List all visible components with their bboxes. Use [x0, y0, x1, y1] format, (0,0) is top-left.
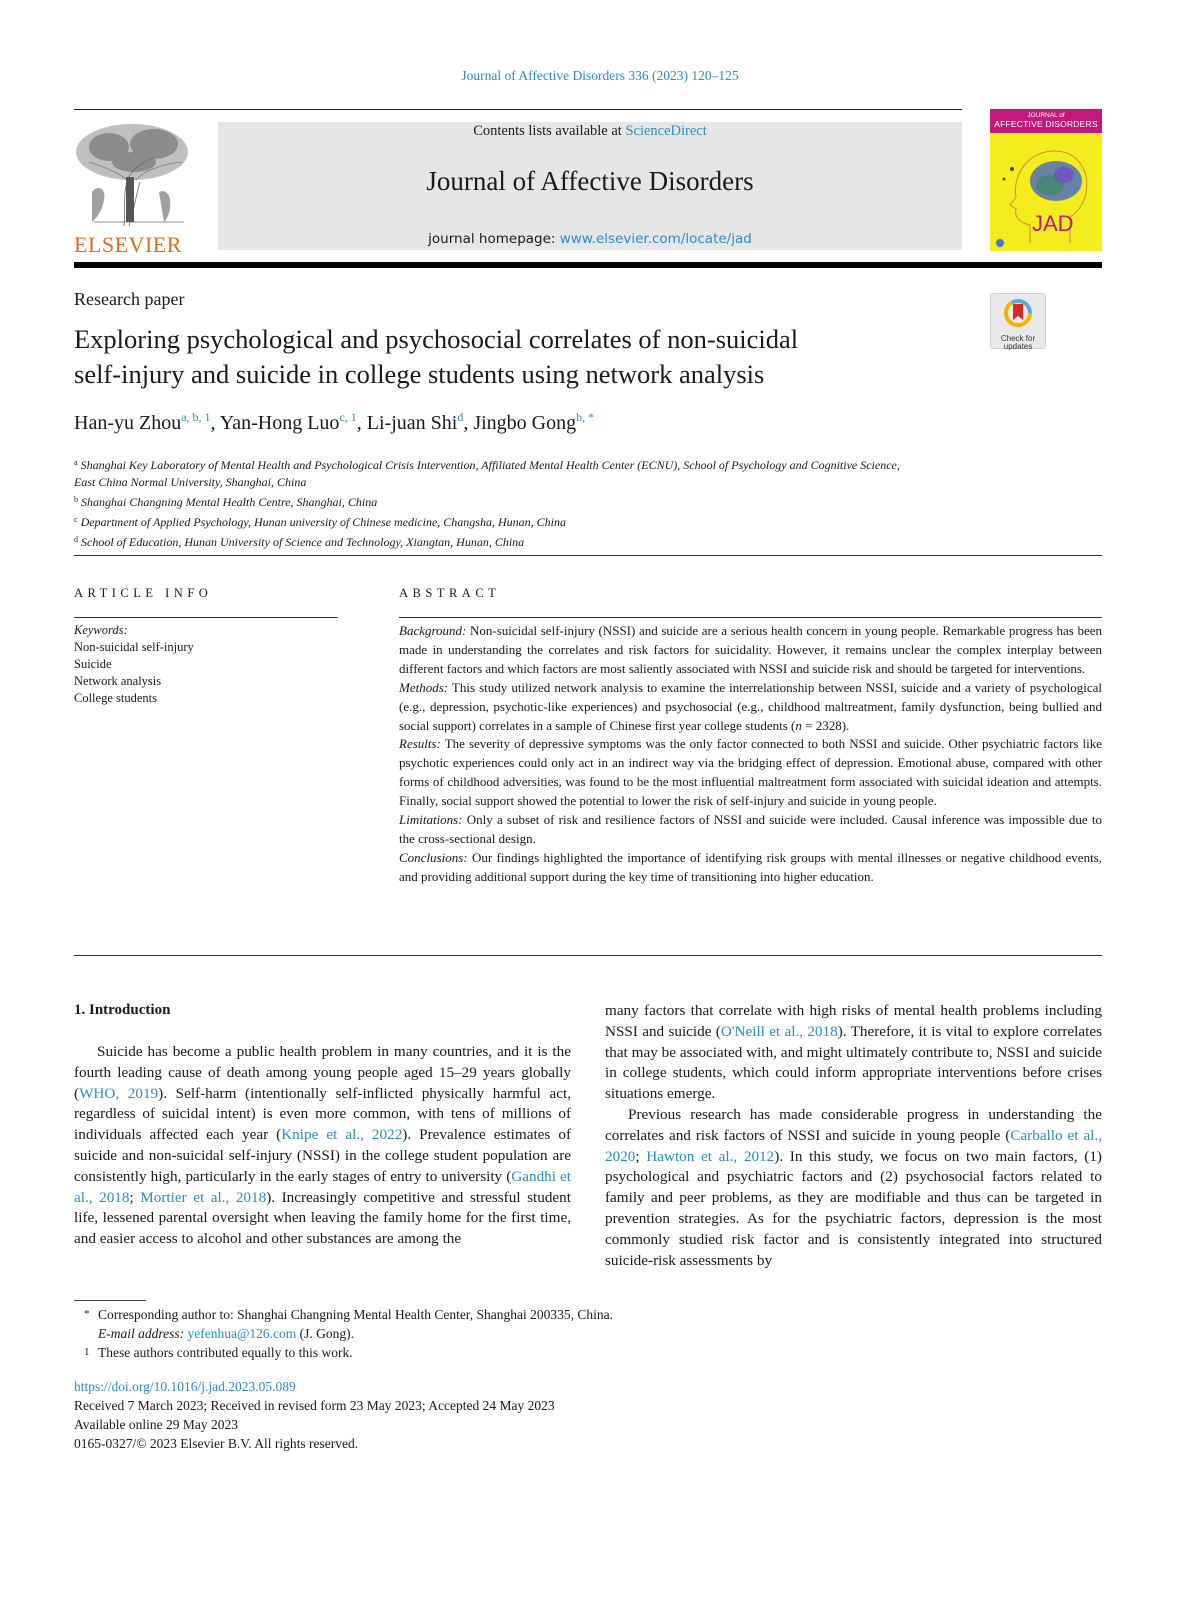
cover-head-illustration-icon [990, 133, 1102, 251]
cover-title-band [990, 109, 1102, 133]
citation-link[interactable]: Knipe et al., 2022 [281, 1126, 403, 1144]
keyword: Network analysis [74, 674, 162, 688]
author-name[interactable]: Yan-Hong Luo [219, 412, 340, 434]
author-affiliation-marks[interactable]: a, b, 1 [181, 410, 211, 424]
sciencedirect-link[interactable]: ScienceDirect [625, 123, 707, 139]
keyword: College students [74, 691, 157, 705]
header-thick-rule [74, 262, 1102, 268]
abstract-results: Results: The severity of depressive symptoms was the only factor connected to both NSSI and suicide. Other psychiatric factors like psychotic experiences could only act in an indirect way via the bridging effect of depression. Emotional abuse, compared with other forms of childhood adversities, was found to be the most influential maltreatment form associated with suicidal ideation and attempts. Finally, social support showed the potential to lower the risk of self-injury and suicide in young people. [399, 736, 1102, 809]
body-paragraph: Suicide has become a public health problem in many countries, and it is the fourth leading cause of death among young people aged 15–29 years globally (WHO, 2019). Self-harm (intentionally self-inflicted physically harmful act, regardless of suicidal intent) is even more common, with tens of millions of individuals affected each year (Knipe et al., 2022). Prevalence estimates of suicide and non-suicidal self-injury (NSSI) in the college student population are consistently high, particularly in the early stages of entry to university (Gandhi et al., 2018; Mortier et al., 2018). Increasingly competitive and stressful student life, lessened parental oversight when leaving the family home for the first time, and easier access to alcohol and other substances are among the [74, 1043, 571, 1248]
homepage-line [218, 231, 962, 247]
copyright-notice: 0165-0327/© 2023 Elsevier B.V. All rights reserved. [74, 1436, 359, 1451]
citation-link[interactable]: Gandhi et al., 2018 [74, 1167, 571, 1206]
author-name[interactable]: Li-juan Shi [366, 412, 458, 434]
elsevier-wordmark: ELSEVIER [74, 232, 182, 257]
footnote-corresponding: * Corresponding author to: Shanghai Changning Mental Health Center, Shanghai 200335, China. [84, 1307, 614, 1322]
affiliation-item-continuation: East China Normal University, Shanghai, China [74, 475, 307, 489]
email-link[interactable]: yefenhua@126.com [187, 1326, 297, 1341]
contents-line [218, 123, 962, 140]
abstract-body [399, 622, 1102, 887]
contents-prefix: Contents lists available at [473, 123, 626, 139]
author-name[interactable]: Jingbo Gong [473, 412, 577, 434]
publication-meta [74, 1377, 555, 1453]
abstract-methods: Methods: This study utilized network analysis to examine the interrelationship between NSSI, suicide and a variety of psychological (e.g., depression, psychotic-like experiences) and psychosocial (e.g., childhood maltreatment, family dysfunction, being bullied and social support) correlates in a sample of Chinese first year college students (n = 2328). [399, 679, 1102, 733]
article-title-line1: Exploring psychological and psychosocial correlates of non-suicidal [74, 324, 799, 354]
citation-link[interactable]: Mortier et al., 2018 [140, 1188, 267, 1206]
crossmark-icon [1003, 298, 1033, 328]
article-title [74, 322, 954, 392]
crossmark-label: Check for updates [1000, 334, 1036, 351]
abstract-background: Background: Non-suicidal self-injury (NSSI) and suicide are a serious health concern in young people. Remarkable progress has been made in understanding the correlates and risk factors for suicidality. However, it remains unclear the complex interplay between different factors and which factors are most saliently associated with NSSI and suicide risk and should be targeted for interventions. [399, 623, 1102, 676]
author-affiliation-marks[interactable]: c, 1 [339, 410, 357, 424]
citation-link[interactable]: WHO, 2019 [79, 1084, 159, 1102]
affiliation-item: $^a$ Shanghai Key Laboratory of Mental Health and Psychological Crisis Intervention, Affiliated Mental Health Center (ECNU), School of Psychology and Cognitive Science, [74, 458, 900, 472]
journal-banner [218, 122, 962, 250]
header-top-rule [74, 109, 962, 110]
body-paragraph: many factors that correlate with high risks of mental health problems including NSSI and suicide (O'Neill et al., 2018). Therefore, it is vital to explore correlates that may be associated with, and might ultimately contribute to, NSSI and suicide in college students, which could inform appropriate interventions before crises situations emerge. [605, 1002, 1102, 1103]
author-name[interactable]: Han-yu Zhou [74, 412, 182, 434]
homepage-prefix: journal homepage: [428, 231, 560, 247]
section-heading-introduction: 1. Introduction [74, 1002, 171, 1018]
author-affiliation-marks[interactable]: d [457, 410, 464, 424]
abstract-conclusions: Conclusions: Our findings highlighted the importance of identifying risk groups with mental illnesses or negative childhood events, and providing additional support during the key time of transitioning into higher education. [399, 849, 1102, 884]
citation-link[interactable]: O'Neill et al., 2018 [720, 1022, 838, 1040]
author-affiliation-marks[interactable]: b, * [576, 410, 595, 424]
journal-title: Journal of Affective Disorders [426, 166, 754, 196]
article-info-rule [74, 617, 338, 618]
section-divider [74, 555, 1102, 556]
available-online-date: Available online 29 May 2023 [74, 1417, 238, 1432]
affiliations [74, 454, 974, 551]
footnotes [74, 1305, 613, 1362]
footnote-equal-contribution: 1 These authors contributed equally to this work. [84, 1345, 353, 1360]
abstract-limitations: Limitations: Only a subset of risk and resilience factors of NSSI and suicide were included. Causal inference was impossible due to the cross-sectional design. [399, 812, 1102, 846]
elsevier-tree-icon [74, 122, 190, 227]
article-title-line2: self-injury and suicide in college students using network analysis [74, 359, 765, 389]
affiliation-item: $^d$ School of Education, Hunan University of Science and Technology, Xiangtan, Hunan, China [74, 535, 525, 549]
keyword: Suicide [74, 657, 112, 671]
received-dates: Received 7 March 2023; Received in revised form 23 May 2023; Accepted 24 May 2023 [74, 1398, 555, 1413]
doi-link[interactable]: https://doi.org/10.1016/j.jad.2023.05.089 [74, 1379, 296, 1394]
body-column-left [74, 1042, 571, 1250]
abstract-rule [399, 617, 1102, 618]
keyword: Non-suicidal self-injury [74, 640, 194, 654]
elsevier-logo[interactable] [74, 122, 190, 257]
footnote-email: E-mail address: yefenhua@126.com (J. Gong). [98, 1326, 355, 1341]
footnote-rule [74, 1300, 146, 1301]
citation-link[interactable]: Carballo et al., 2020 [605, 1126, 1102, 1165]
abstract-bottom-divider [74, 955, 1102, 956]
journal-reference-link[interactable]: Journal of Affective Disorders 336 (2023) 120–125 [461, 68, 739, 83]
check-for-updates-button[interactable] [990, 293, 1046, 349]
citation-link[interactable]: Hawton et al., 2012 [646, 1147, 775, 1165]
abstract-heading: ABSTRACT [399, 586, 501, 600]
journal-cover-thumbnail[interactable] [990, 109, 1102, 251]
cover-monogram: JAD [1032, 211, 1074, 236]
cover-band-line1: JOURNAL of [1027, 112, 1065, 119]
body-paragraph: Previous research has made considerable progress in understanding the correlates and risk factors of NSSI and suicide in young people (Carballo et al., 2020; Hawton et al., 2012). In this study, we focus on two main factors, (1) psychological and psychiatric factors and (2) psychosocial factors related to family and peer problems, as they are modifiable and thus can be targeted in prevention strategies. As for the psychiatric factors, depression is the most commonly studied risk factor and is consistently integrated into structured suicide-risk assessments by [605, 1105, 1102, 1269]
author-list: Han-yu Zhou$^{a, b, 1}$, Yan-Hong Luo$^{c, 1}$, Li-juan Shi$^d$, Jingbo Gong$^{b, *}$ [74, 410, 595, 434]
affiliation-item: $^b$ Shanghai Changning Mental Health Centre, Shanghai, China [74, 495, 378, 509]
affiliation-item: $^c$ Department of Applied Psychology, Hunan university of Chinese medicine, Changsha, Hunan, China [74, 515, 566, 529]
keywords-block [74, 622, 194, 707]
body-column-right [605, 1001, 1102, 1271]
journal-homepage-link[interactable]: www.elsevier.com/locate/jad [559, 231, 752, 247]
cover-band-line2: AFFECTIVE DISORDERS [994, 119, 1098, 129]
article-type: Research paper [74, 289, 185, 309]
article-info-heading: ARTICLE INFO [74, 586, 213, 600]
keywords-label: Keywords: [74, 623, 128, 637]
